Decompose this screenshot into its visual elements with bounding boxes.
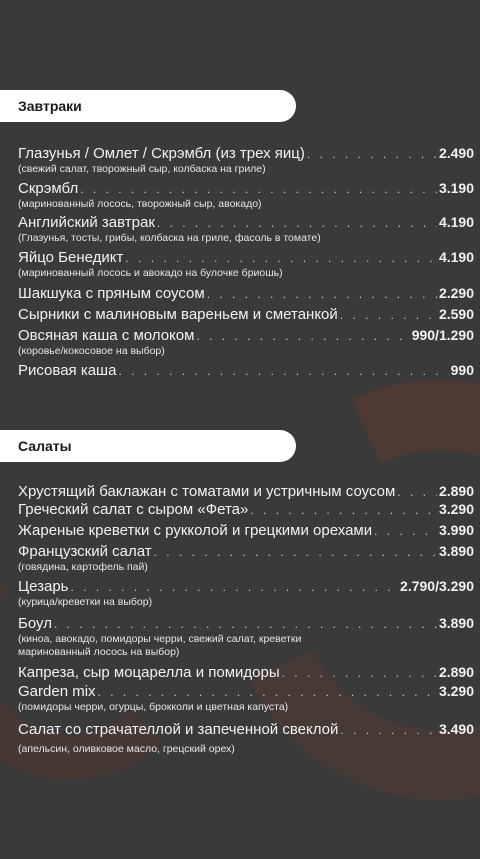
item-description: (коровье/кокосовое на выбор): [18, 345, 165, 357]
menu-item: [18, 663, 474, 682]
menu-item: [18, 326, 474, 358]
item-price: 2.890: [438, 483, 474, 499]
item-name: Шакшука с пряным соусом: [18, 285, 205, 302]
dot-leader: [374, 522, 437, 540]
dot-leader: [154, 543, 437, 561]
item-name: Сырники с малиновым вареньем и сметанкой: [18, 306, 338, 323]
menu-item: [18, 500, 474, 519]
item-description: (киноа, авокадо, помидоры черри, свежий салат, креветки маринованный лосось на выбор): [18, 633, 302, 658]
menu-item: [18, 305, 474, 324]
dot-leader: [397, 483, 437, 501]
item-name: Яйцо Бенедикт: [18, 249, 124, 266]
item-price: 3.990: [438, 522, 474, 538]
dot-leader: [54, 615, 437, 633]
dot-leader: [157, 214, 437, 232]
item-name: Глазунья / Омлет / Скрэмбл (из трех яиц): [18, 145, 305, 162]
item-description: (помидоры черри, огурцы, брокколи и цветная капуста): [18, 701, 289, 713]
item-description: (свежий салат, творожный сыр, колбаска на гриле): [18, 163, 266, 175]
dot-leader: [307, 145, 437, 163]
menu-item: [18, 213, 474, 245]
item-price: 3.190: [438, 180, 474, 196]
item-price: 990/1.290: [411, 327, 474, 343]
section-header-breakfast: [0, 90, 296, 122]
menu-item: [18, 284, 474, 303]
dot-leader: [71, 578, 399, 596]
item-price: 2.790/3.290: [400, 578, 474, 594]
item-name: Рисовая каша: [18, 362, 117, 379]
item-price: 2.890: [438, 664, 474, 680]
menu-item: [18, 248, 474, 280]
item-name: Жареные креветки с рукколой и грецкими орехами: [18, 522, 373, 539]
menu-item: [18, 720, 474, 756]
menu-item: [18, 521, 474, 540]
item-name: Скрэмбл: [18, 180, 79, 197]
item-description: (курица/креветки на выбор): [18, 596, 153, 608]
menu-item: [18, 361, 474, 380]
item-price: 3.890: [438, 543, 474, 559]
item-description: (Глазунья, тосты, грибы, колбаска на гриле, фасоль в томате): [18, 232, 321, 244]
dot-leader: [80, 180, 437, 198]
dot-leader: [118, 362, 448, 380]
item-price: 3.290: [438, 501, 474, 517]
dot-leader: [125, 249, 437, 267]
section-header-salads: [0, 430, 296, 462]
dot-leader: [207, 285, 437, 303]
dot-leader: [250, 501, 437, 519]
menu-item: [18, 614, 474, 659]
item-price: 2.290: [438, 285, 474, 301]
item-price: 4.190: [438, 249, 474, 265]
item-name: Капреза, сыр моцарелла и помидоры: [18, 664, 280, 681]
dot-leader: [282, 664, 437, 682]
dot-leader: [196, 327, 409, 345]
menu-item: [18, 682, 474, 714]
item-price: 3.290: [438, 683, 474, 699]
item-price: 3.490: [438, 721, 474, 737]
menu-item: [18, 542, 474, 574]
item-name: Цезарь: [18, 578, 69, 595]
menu-item: [18, 577, 474, 609]
menu-item: [18, 482, 474, 501]
item-price: 4.190: [438, 214, 474, 230]
item-description: (говядина, картофель пай): [18, 561, 148, 573]
item-price: 990: [450, 362, 474, 378]
menu-item: [18, 144, 474, 176]
item-name: Хрустящий баклажан с томатами и устричным соусом: [18, 483, 396, 500]
item-name: Garden mix: [18, 683, 96, 700]
item-description: (апельсин, оливковое масло, грецский орех): [18, 743, 235, 755]
dot-leader: [340, 306, 437, 324]
menu-item: [18, 179, 474, 211]
item-price: 3.890: [438, 615, 474, 631]
item-description: (маринованный лосось и авокадо на булочке бриошь): [18, 267, 283, 279]
item-name: Боул: [18, 615, 52, 632]
section-title: Завтраки: [18, 98, 82, 114]
item-name: Греческий салат с сыром «Фета»: [18, 501, 249, 518]
item-name: Овсяная каша с молоком: [18, 327, 195, 344]
item-price: 2.490: [438, 145, 474, 161]
item-price: 2.590: [438, 306, 474, 322]
dot-leader: [98, 683, 437, 701]
item-description: (маринованный лосось, творожный сыр, авокадо): [18, 198, 262, 210]
item-name: Салат со страчателлой и запеченной свеклой: [18, 721, 339, 738]
item-name: Английский завтрак: [18, 214, 155, 231]
section-title: Салаты: [18, 438, 72, 454]
item-name: Французский салат: [18, 543, 152, 560]
dot-leader: [340, 721, 437, 739]
